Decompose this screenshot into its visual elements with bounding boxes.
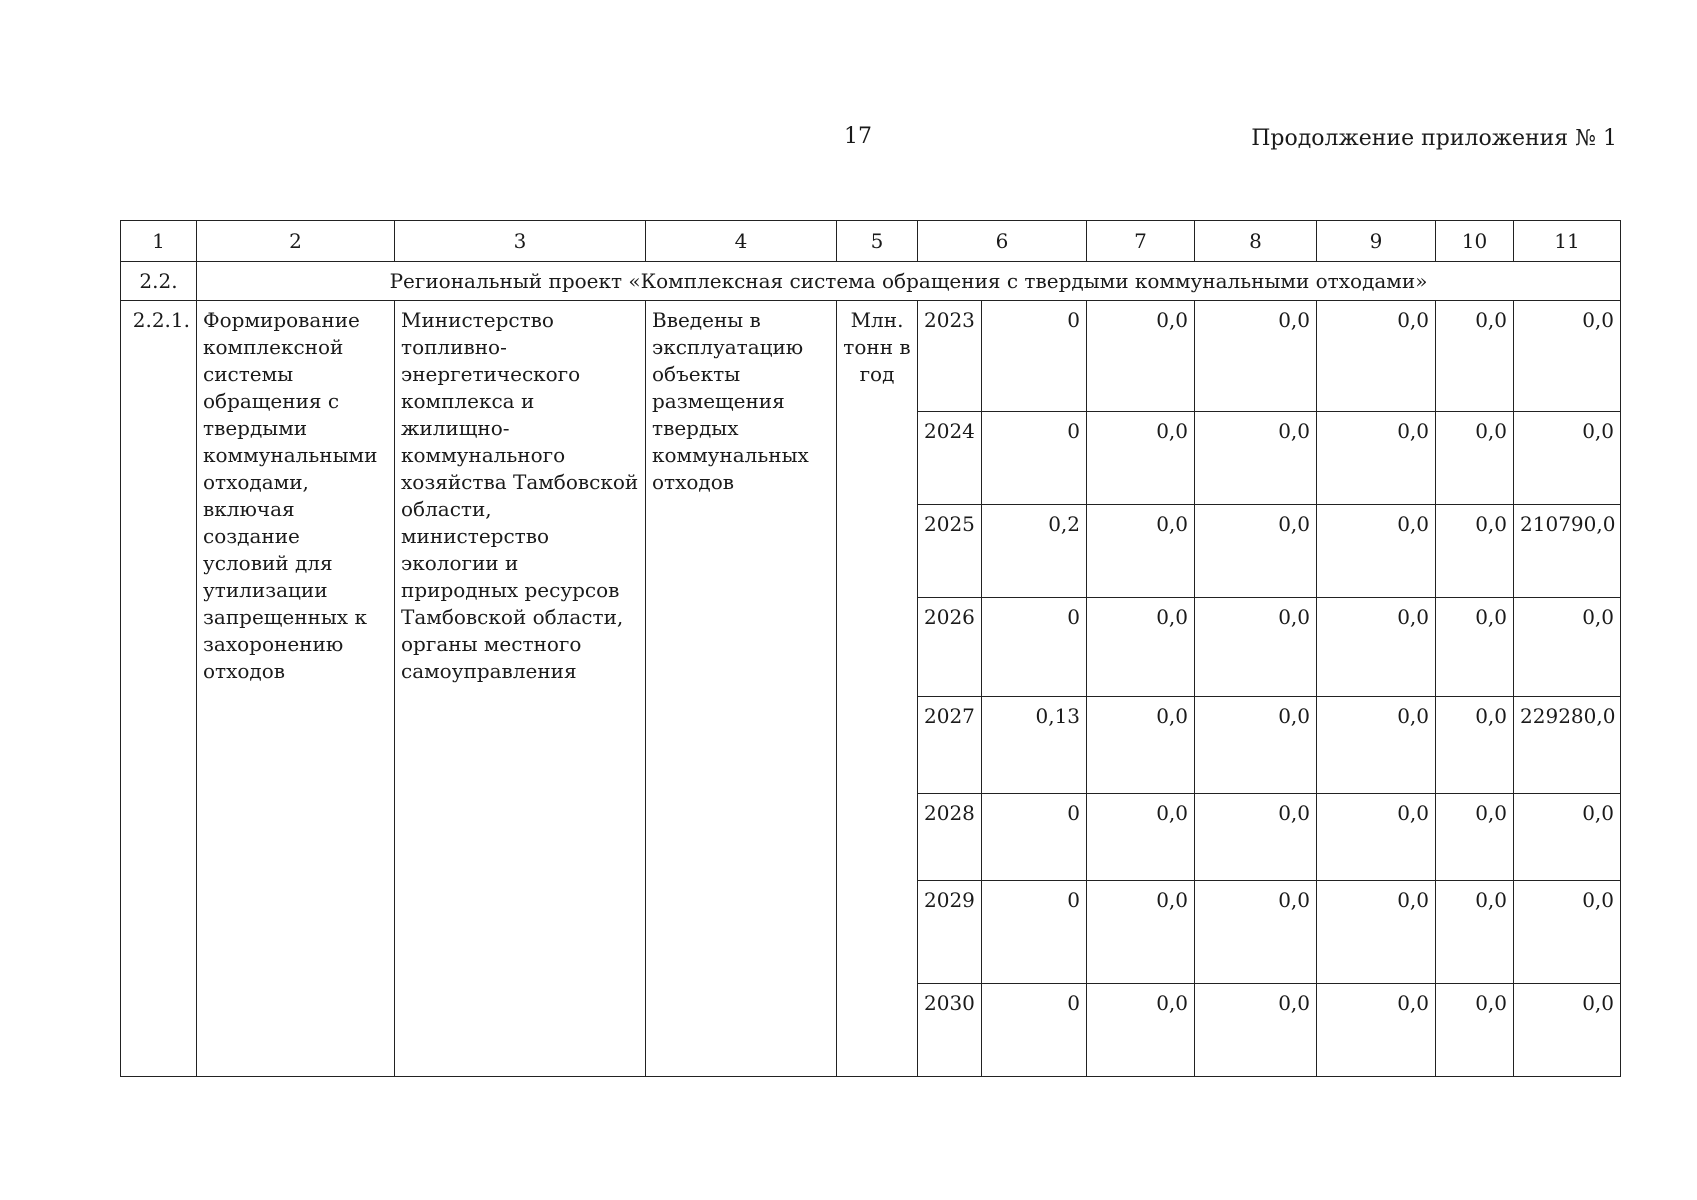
column-number: 2 [197,221,395,262]
column-10-cell: 0,0 [1436,697,1514,794]
column-number: 5 [837,221,918,262]
indicator-value-cell: 0 [982,412,1087,505]
column-7-cell: 0,0 [1087,598,1195,697]
column-9-cell: 0,0 [1317,412,1436,505]
column-11-cell: 229280,0 [1514,697,1621,794]
item-code: 2.2.1. [121,301,197,1077]
column-11-cell: 0,0 [1514,984,1621,1077]
column-number: 4 [646,221,837,262]
item-indicator: Введены в эксплуатацию объекты размещения твердых коммунальных отходов [646,301,837,1077]
section-title: Региональный проект «Комплексная система обращения с твердыми коммунальными отходами» [197,262,1621,301]
year-cell: 2030 [918,984,982,1077]
year-cell: 2023 [918,301,982,412]
column-number: 11 [1514,221,1621,262]
indicator-value-cell: 0 [982,301,1087,412]
column-9-cell: 0,0 [1317,505,1436,598]
column-7-cell: 0,0 [1087,794,1195,881]
indicator-value-cell: 0 [982,881,1087,984]
column-number: 8 [1195,221,1317,262]
appendix-table [120,220,1621,1077]
column-7-cell: 0,0 [1087,984,1195,1077]
column-9-cell: 0,0 [1317,881,1436,984]
column-11-cell: 210790,0 [1514,505,1621,598]
column-7-cell: 0,0 [1087,505,1195,598]
column-8-cell: 0,0 [1195,598,1317,697]
column-number: 3 [395,221,646,262]
column-number: 1 [121,221,197,262]
column-11-cell: 0,0 [1514,794,1621,881]
indicator-value-cell: 0,13 [982,697,1087,794]
column-10-cell: 0,0 [1436,301,1514,412]
year-cell: 2027 [918,697,982,794]
column-9-cell: 0,0 [1317,794,1436,881]
column-11-cell: 0,0 [1514,881,1621,984]
table-row [121,301,1621,412]
column-8-cell: 0,0 [1195,505,1317,598]
section-code: 2.2. [121,262,197,301]
column-9-cell: 0,0 [1317,697,1436,794]
indicator-value-cell: 0,2 [982,505,1087,598]
column-9-cell: 0,0 [1317,984,1436,1077]
indicator-value-cell: 0 [982,984,1087,1077]
column-10-cell: 0,0 [1436,984,1514,1077]
column-10-cell: 0,0 [1436,412,1514,505]
section-row [121,262,1621,301]
year-cell: 2028 [918,794,982,881]
year-cell: 2026 [918,598,982,697]
column-number: 9 [1317,221,1436,262]
column-8-cell: 0,0 [1195,794,1317,881]
column-11-cell: 0,0 [1514,301,1621,412]
year-cell: 2025 [918,505,982,598]
column-8-cell: 0,0 [1195,881,1317,984]
item-name: Формирование комплексной системы обращения с твердыми коммунальными отходами, включая создание условий для утилизации запрещенных к захоронению отходов [197,301,395,1077]
column-7-cell: 0,0 [1087,412,1195,505]
column-10-cell: 0,0 [1436,505,1514,598]
indicator-value-cell: 0 [982,598,1087,697]
column-11-cell: 0,0 [1514,598,1621,697]
column-number-row [121,221,1621,262]
column-7-cell: 0,0 [1087,301,1195,412]
column-number: 10 [1436,221,1514,262]
column-10-cell: 0,0 [1436,881,1514,984]
column-9-cell: 0,0 [1317,598,1436,697]
column-8-cell: 0,0 [1195,697,1317,794]
appendix-continuation-label: Продолжение приложения № 1 [1251,126,1617,151]
year-cell: 2029 [918,881,982,984]
column-number: 6 [918,221,1087,262]
column-7-cell: 0,0 [1087,881,1195,984]
column-7-cell: 0,0 [1087,697,1195,794]
indicator-value-cell: 0 [982,794,1087,881]
column-number: 7 [1087,221,1195,262]
column-9-cell: 0,0 [1317,301,1436,412]
column-10-cell: 0,0 [1436,598,1514,697]
item-unit: Млн. тонн в год [837,301,918,1077]
page-number: 17 [844,124,872,149]
column-10-cell: 0,0 [1436,794,1514,881]
year-cell: 2024 [918,412,982,505]
column-8-cell: 0,0 [1195,301,1317,412]
item-executors: Министерство топливно-энергетического комплекса и жилищно-коммунального хозяйства Тамбовской области, министерство экологии и природных ресурсов Тамбовской области, органы местного самоуправления [395,301,646,1077]
column-8-cell: 0,0 [1195,984,1317,1077]
column-8-cell: 0,0 [1195,412,1317,505]
column-11-cell: 0,0 [1514,412,1621,505]
